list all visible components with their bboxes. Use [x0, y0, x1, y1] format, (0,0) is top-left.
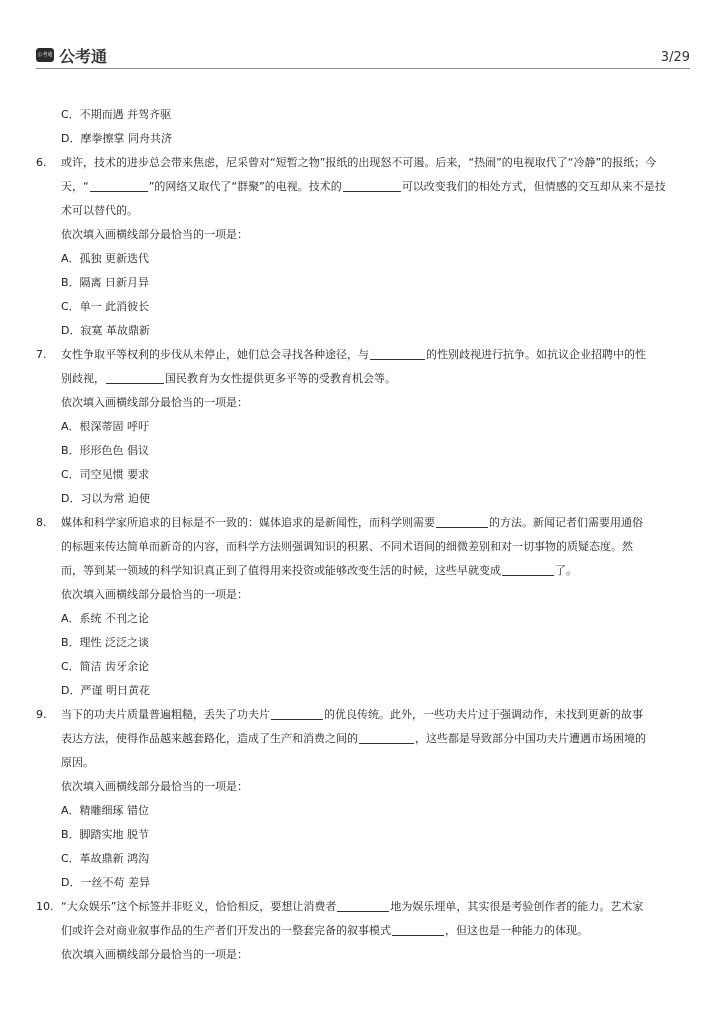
- question-text: 或许，技术的进步总会带来焦虑，尼采曾对“短暂之物”报纸的出现怒不可遏。后来，“热闹”的电视取代了“冷静”的报纸；今: [61, 156, 657, 169]
- option: C．革故鼎新 鸿沟: [61, 852, 150, 865]
- instruction: 依次填入画横线部分最恰当的一项是：: [61, 780, 248, 793]
- option: B．脚踏实地 脱节: [61, 828, 150, 841]
- option: C．单一 此消彼长: [61, 300, 150, 313]
- question-text: 而，等到某一领域的科学知识真正到了值得用来投资或能够改变生活的时候，这些早就变成 了。: [61, 564, 577, 577]
- question-number: 6.: [36, 156, 47, 169]
- question-text: 天，“ ”的网络又取代了“群聚”的电视。技术的 可以改变我们的相处方式，但情感的交互却从来不是技: [61, 180, 666, 193]
- question-8: [36, 511, 690, 583]
- page-number: 3/29: [660, 50, 690, 65]
- question-text: 表达方法，使得作品越来越套路化，造成了生产和消费之间的 ，这些都是导致部分中国功夫片遭遇市场困境的: [61, 732, 646, 745]
- answer-blank: [370, 347, 425, 360]
- option: B．理性 泛泛之谈: [61, 636, 150, 649]
- option: B．隔离 日新月异: [61, 276, 150, 289]
- option: D．严谨 明日黄花: [61, 684, 150, 697]
- option: D．一丝不苟 差异: [61, 876, 150, 889]
- option: D．摩拳擦掌 同舟共济: [61, 132, 172, 145]
- answer-blank: [343, 179, 401, 192]
- option: C．不期而遇 并驾齐驱: [61, 108, 172, 121]
- option: C．司空见惯 要求: [61, 468, 150, 481]
- question-text: 们或许会对商业叙事作品的生产者们开发出的一整套完备的叙事模式 ，但这也是一种能力的体现。: [61, 924, 588, 937]
- question-text: 当下的功夫片质量普遍粗糙，丢失了功夫片 的优良传统。此外，一些功夫片过于强调动作，未找到更新的故事: [61, 708, 643, 721]
- question-text: 原因。: [61, 756, 94, 769]
- answer-blank: [90, 179, 148, 192]
- instruction: 依次填入画横线部分最恰当的一项是：: [61, 948, 248, 961]
- document-body: [36, 103, 690, 967]
- option: C．简洁 齿牙余论: [61, 660, 150, 673]
- option: D．习以为常 迫使: [61, 492, 150, 505]
- page-header: [36, 46, 690, 70]
- question-6: [36, 151, 690, 223]
- header-divider: [36, 68, 690, 69]
- answer-blank: [392, 923, 444, 936]
- instruction: 依次填入画横线部分最恰当的一项是：: [61, 588, 248, 601]
- question-number: 7.: [36, 348, 47, 361]
- question-7: [36, 343, 690, 391]
- question-text: “大众娱乐”这个标签并非贬义，恰恰相反，要想让消费者 地为娱乐埋单，其实很是考验创作者的能力。艺术家: [61, 900, 644, 913]
- logo-badge: 公考通: [36, 48, 54, 62]
- option: B．形形色色 倡议: [61, 444, 150, 457]
- answer-blank: [337, 899, 389, 912]
- option: A．系统 不刊之论: [61, 612, 150, 625]
- answer-blank: [359, 731, 414, 744]
- option: D．寂寞 革故鼎新: [61, 324, 150, 337]
- option: A．孤独 更新迭代: [61, 252, 150, 265]
- question-text: 术可以替代的。: [61, 204, 138, 217]
- question-text: 女性争取平等权利的步伐从未停止，她们总会寻找各种途径，与 的性别歧视进行抗争。如抗议企业招聘中的性: [61, 348, 646, 361]
- instruction: 依次填入画横线部分最恰当的一项是：: [61, 228, 248, 241]
- question-number: 10.: [36, 900, 54, 913]
- answer-blank: [106, 371, 164, 384]
- question-number: 8.: [36, 516, 47, 529]
- answer-blank: [502, 563, 554, 576]
- option: A．根深蒂固 呼吁: [61, 420, 150, 433]
- question-number: 9.: [36, 708, 47, 721]
- instruction: 依次填入画横线部分最恰当的一项是：: [61, 396, 248, 409]
- answer-blank: [436, 515, 488, 528]
- question-text: 别歧视， 国民教育为女性提供更多平等的受教育机会等。: [61, 372, 396, 385]
- answer-blank: [271, 707, 323, 720]
- logo-text: 公考通: [59, 47, 108, 66]
- question-text: 的标题来传达简单而新奇的内容，而科学方法则强调知识的积累、不同术语间的细微差别和对一切事物的质疑态度。然: [61, 540, 633, 553]
- question-text: 媒体和科学家所追求的目标是不一致的：媒体追求的是新闻性，而科学则需要 的方法。新闻记者们需要用通俗: [61, 516, 643, 529]
- question-10: [36, 895, 690, 943]
- question-9: [36, 703, 690, 775]
- option: A．精雕细琢 错位: [61, 804, 150, 817]
